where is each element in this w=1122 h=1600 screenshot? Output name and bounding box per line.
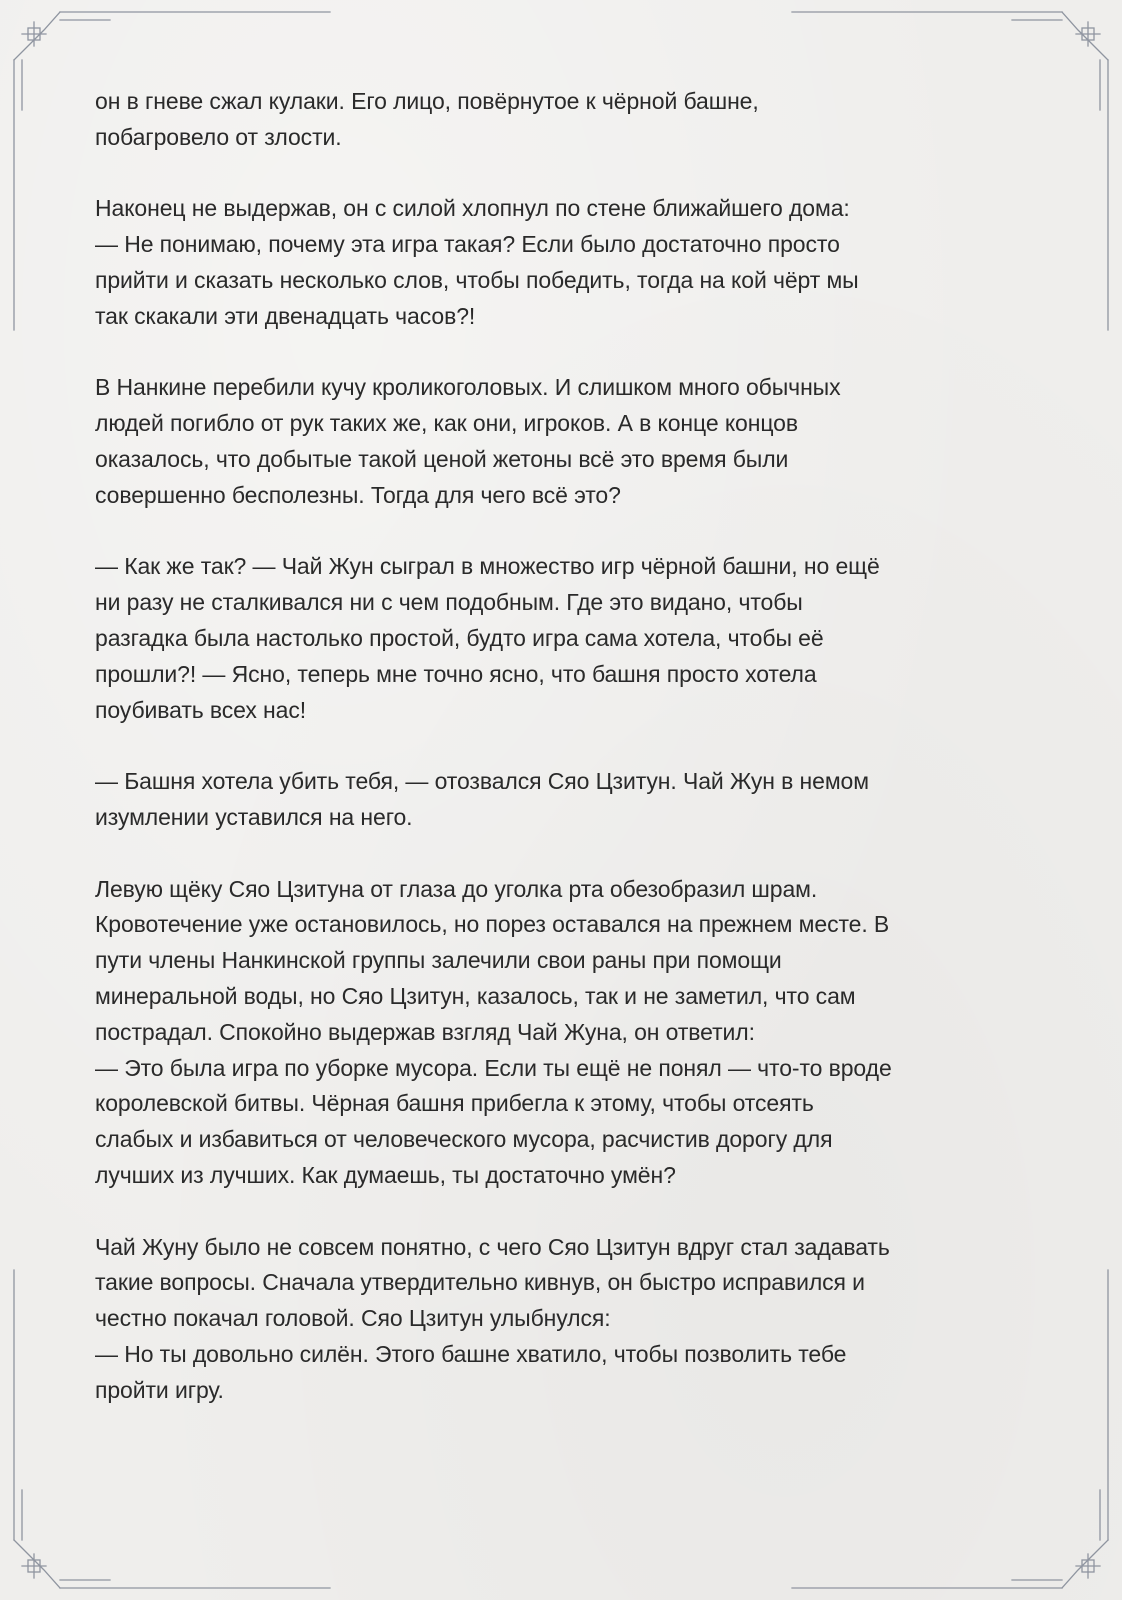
text-line: пострадал. Спокойно выдержав взгляд Чай Жуна, он ответил: [95, 1018, 755, 1045]
paragraph-1 [95, 84, 1030, 156]
paragraph-3 [95, 370, 1030, 513]
text-line: совершенно бесполезны. Тогда для чего всё это? [95, 481, 621, 508]
text-line: поубивать всех нас! [95, 696, 307, 723]
text-line: — Это была игра по уборке мусора. Если ты ещё не понял — что-то вроде [95, 1054, 892, 1081]
text-line: королевской битвы. Чёрная башня прибегла к этому, чтобы отсеять [95, 1090, 814, 1117]
text-line: слабых и избавиться от человеческого мусора, расчистив дорогу для [95, 1126, 833, 1153]
text-line: прийти и сказать несколько слов, чтобы победить, тогда на кой чёрт мы [95, 266, 859, 293]
text-line: — Но ты довольно силён. Этого башне хватило, чтобы позволить тебе [95, 1340, 847, 1367]
paragraph-6 [95, 872, 1030, 1194]
text-line: — Башня хотела убить тебя, — отозвался Сяо Цзитун. Чай Жун в немом [95, 768, 869, 795]
text-line: Чай Жуну было не совсем понятно, с чего Сяо Цзитун вдруг стал задавать [95, 1233, 890, 1260]
story-text [95, 84, 1030, 1444]
paragraph-7 [95, 1230, 1030, 1409]
paragraph-2 [95, 191, 1030, 334]
text-line: честно покачал головой. Сяо Цзитун улыбнулся: [95, 1305, 611, 1332]
text-line: такие вопросы. Сначала утвердительно кивнув, он быстро исправился и [95, 1269, 865, 1296]
text-line: В Нанкине перебили кучу кроликоголовых. И слишком много обычных [95, 374, 841, 401]
text-line: пройти игру. [95, 1376, 224, 1403]
text-line: Левую щёку Сяо Цзитуна от глаза до уголка рта обезобразил шрам. [95, 875, 818, 902]
text-line: — Не понимаю, почему эта игра такая? Если было достаточно просто [95, 231, 840, 258]
text-line: прошли?! — Ясно, теперь мне точно ясно, что башня просто хотела [95, 660, 817, 687]
text-line: минеральной воды, но Сяо Цзитун, казалось, так и не заметил, что сам [95, 982, 856, 1009]
text-line: Кровотечение уже остановилось, но порез оставался на прежнем месте. В [95, 911, 890, 938]
text-line: ни разу не сталкивался ни с чем подобным. Где это видано, чтобы [95, 589, 803, 616]
text-line: изумлении уставился на него. [95, 803, 413, 830]
text-line: лучших из лучших. Как думаешь, ты достаточно умён? [95, 1161, 676, 1188]
text-line: оказалось, что добытые такой ценой жетоны всё это время были [95, 445, 789, 472]
text-line: людей погибло от рук таких же, как они, игроков. А в конце концов [95, 410, 798, 437]
text-line: — Как же так? — Чай Жун сыграл в множество игр чёрной башни, но ещё [95, 553, 880, 580]
text-line: разгадка была настолько простой, будто игра сама хотела, чтобы её [95, 624, 824, 651]
paragraph-5 [95, 764, 1030, 836]
paragraph-4 [95, 549, 1030, 728]
text-line: побагровело от злости. [95, 123, 342, 150]
text-line: Наконец не выдержав, он с силой хлопнул по стене ближайшего дома: [95, 195, 850, 222]
text-line: так скакали эти двенадцать часов?! [95, 302, 476, 329]
text-line: пути члены Нанкинской группы залечили свои раны при помощи [95, 947, 782, 974]
text-line: он в гневе сжал кулаки. Его лицо, повёрнутое к чёрной башне, [95, 88, 759, 114]
